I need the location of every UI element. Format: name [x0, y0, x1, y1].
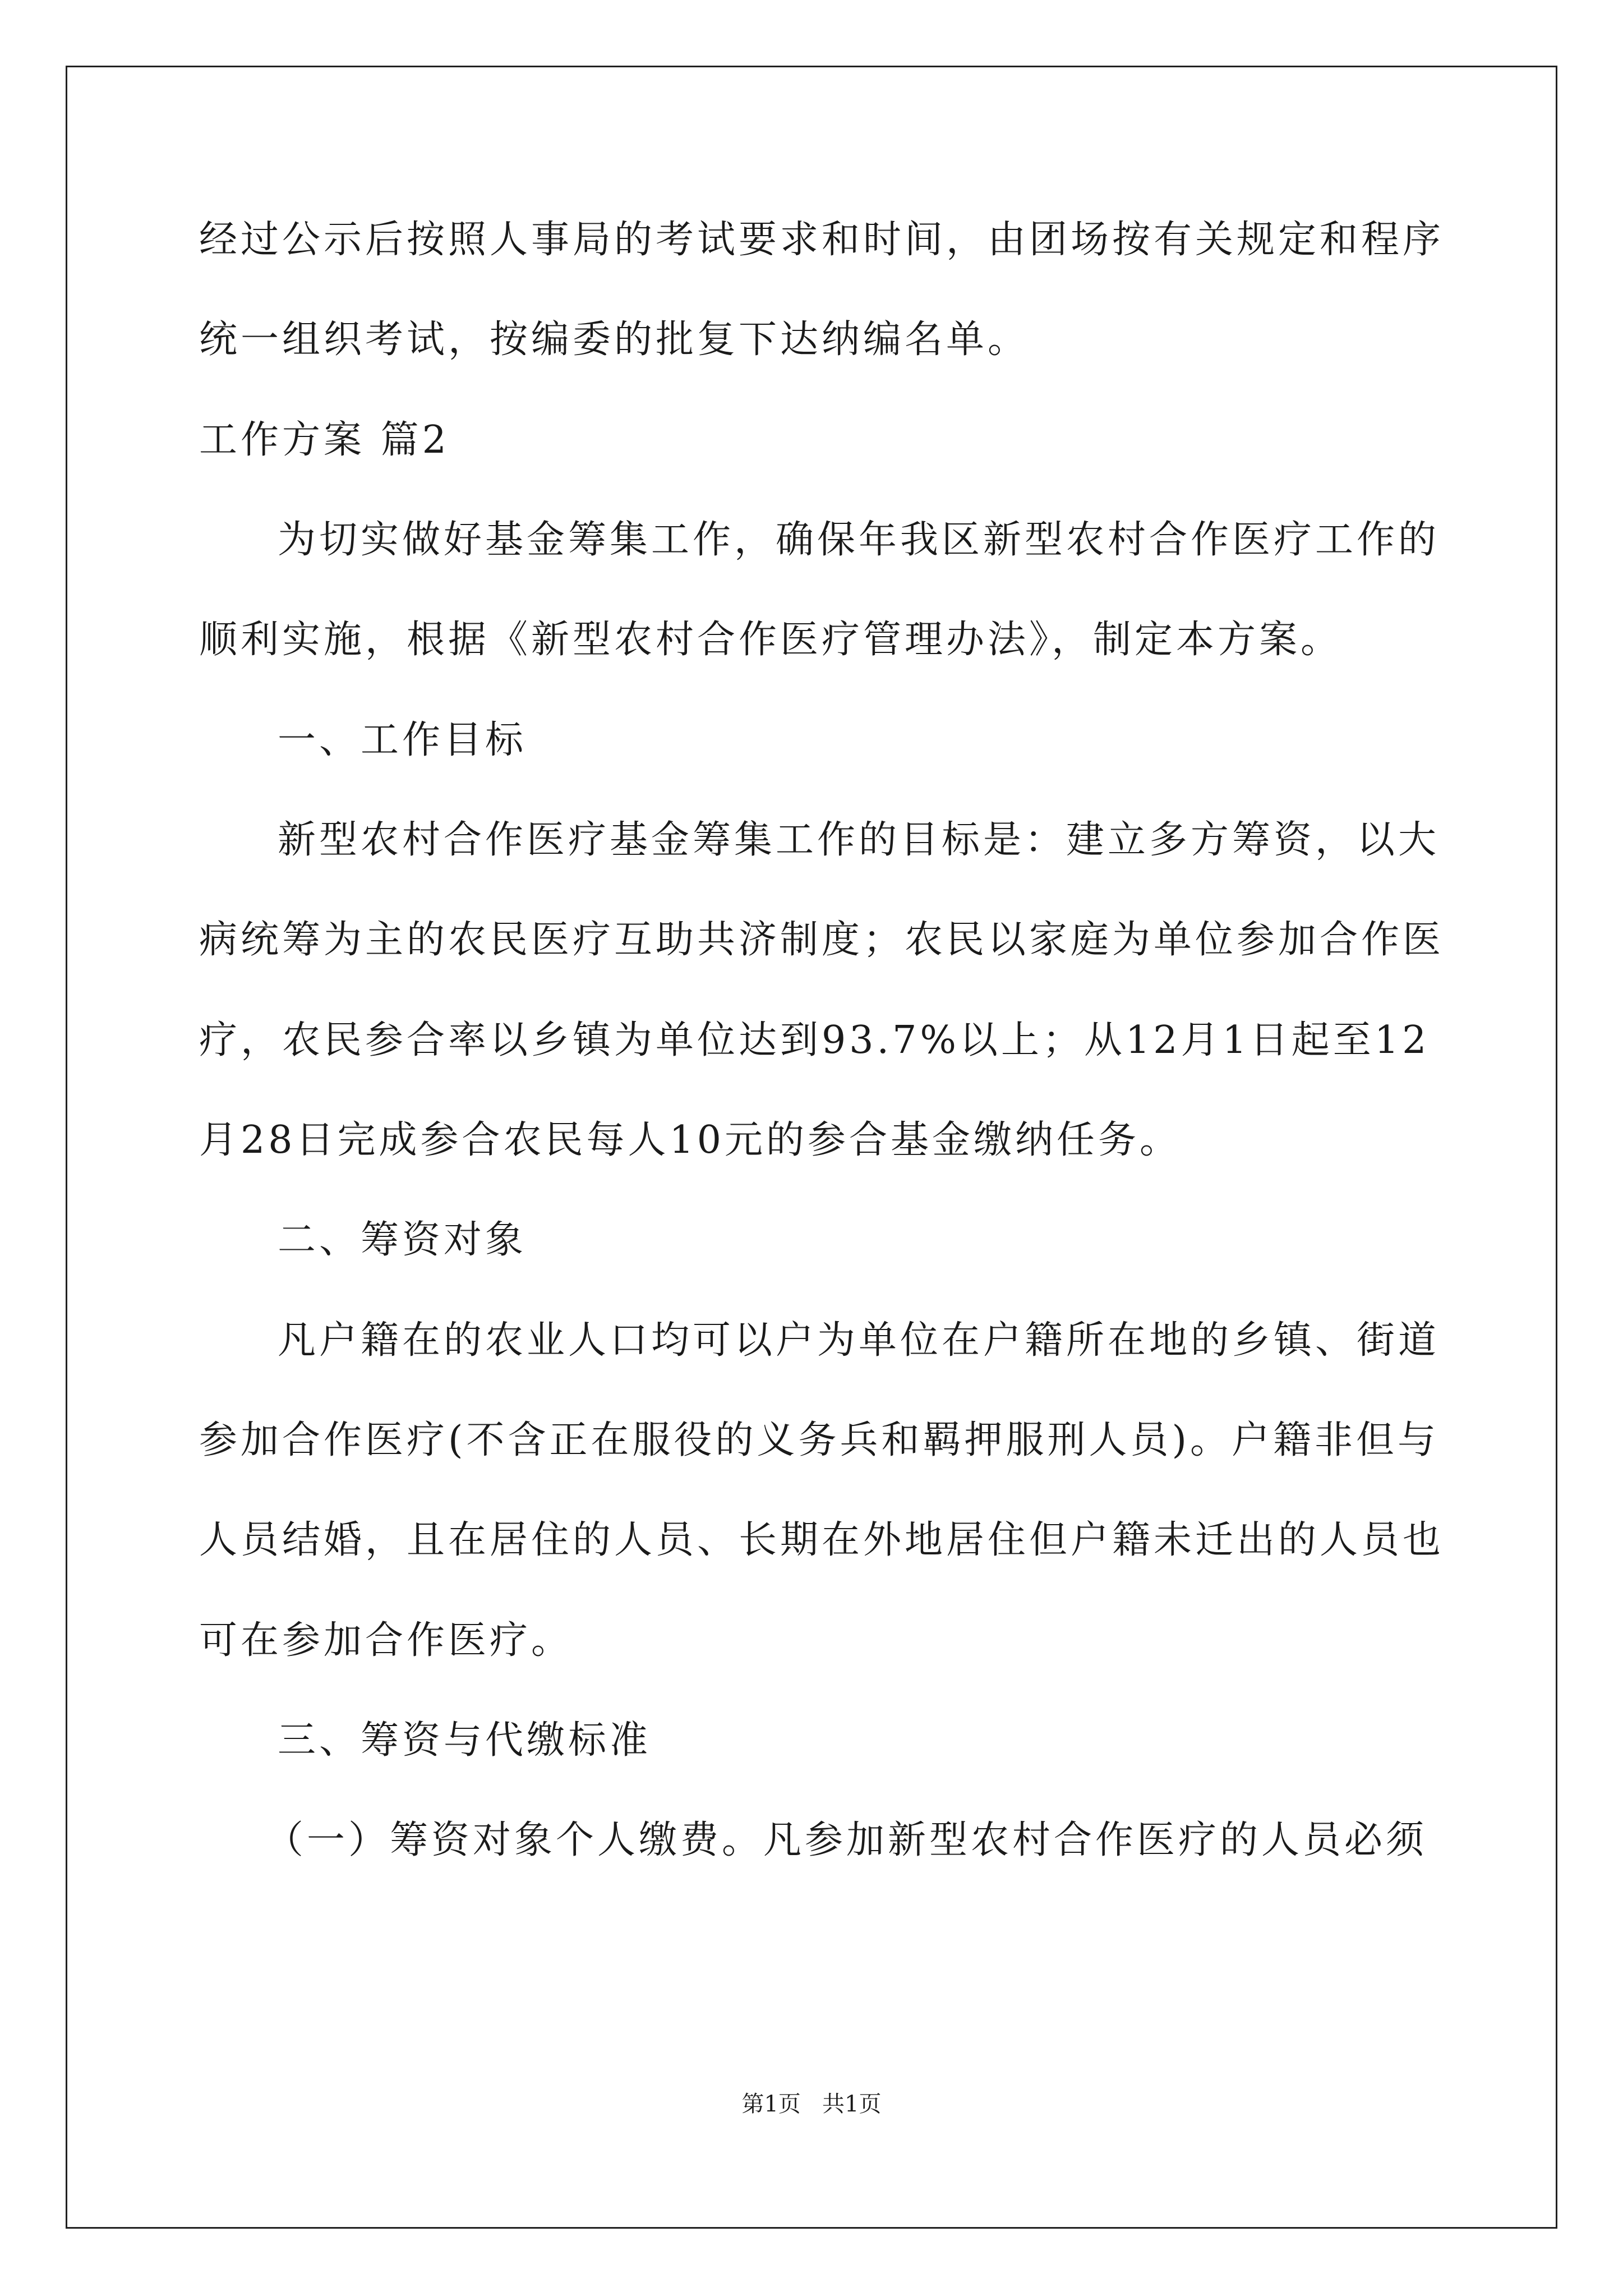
text-line: 凡户籍在的农业人口均可以户为单位在户籍所在地的乡镇、街道	[278, 1318, 1440, 1363]
text-line: 新型农村合作医疗基金筹集工作的目标是：建立多方筹资，以大	[278, 818, 1440, 862]
page-number-footer: 第1页 共1页	[741, 2091, 882, 2117]
text-line: 病统筹为主的农民医疗互助共济制度；农民以家庭为单位参加合作医	[199, 918, 1445, 962]
text-line: 为切实做好基金筹集工作，确保年我区新型农村合作医疗工作的	[278, 518, 1440, 562]
text-line: 可在参加合作医疗。	[199, 1618, 573, 1663]
section-heading: 三、筹资与代缴标准	[278, 1718, 652, 1763]
section-heading: 二、筹资对象	[278, 1218, 527, 1262]
text-line: 参加合作医疗(不含正在服役的义务兵和羁押服刑人员)。户籍非但与	[199, 1418, 1440, 1462]
section-heading: 工作方案 篇2	[199, 418, 450, 462]
text-line: （一）筹资对象个人缴费。凡参加新型农村合作医疗的人员必须	[265, 1818, 1428, 1862]
text-line: 经过公示后按照人事局的考试要求和时间，由团场按有关规定和程序	[199, 218, 1445, 262]
text-line: 顺利实施，根据《新型农村合作医疗管理办法》，制定本方案。	[199, 618, 1343, 662]
section-heading: 一、工作目标	[278, 718, 527, 762]
text-line: 统一组织考试，按编委的批复下达纳编名单。	[199, 318, 1030, 362]
text-line: 人员结婚，且在居住的人员、长期在外地居住但户籍未迁出的人员也	[199, 1518, 1445, 1562]
text-line: 疗，农民参合率以乡镇为单位达到93.7%以上；从12月1日起至12	[199, 1018, 1430, 1062]
text-line: 月28日完成参合农民每人10元的参合基金缴纳任务。	[199, 1118, 1182, 1162]
